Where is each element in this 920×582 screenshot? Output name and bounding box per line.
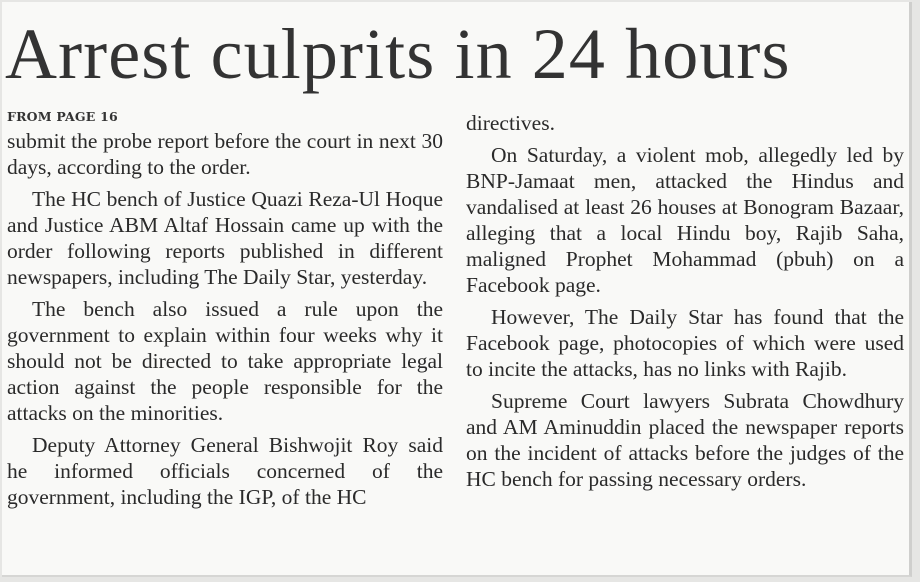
column-left — [7, 106, 443, 510]
paragraph: The bench also issued a rule upon the government to explain within four weeks why it should not be directed to take appropriate legal action against the people responsible for the attacks on the minorities. — [7, 297, 443, 425]
paragraph: Deputy Attorney General Bishwojit Roy said he informed officials concerned of the government, including the IGP, of the HC — [7, 433, 443, 509]
paragraph: submit the probe report before the court in next 30 days, according to the order. — [7, 129, 443, 179]
paragraph: On Saturday, a violent mob, allegedly led by BNP-Jamaat men, attacked the Hindus and vandalised at least 26 houses at Bonogram Bazaar, alleging that a local Hindu boy, Rajib Saha, maligned Prophet Mohammad (pbuh) on a Facebook page. — [466, 143, 904, 297]
paragraph: However, The Daily Star has found that the Facebook page, photocopies of which were used to incite the attacks, has no links with Rajib. — [466, 305, 904, 381]
paragraph: The HC bench of Justice Quazi Reza-Ul Hoque and Justice ABM Altaf Hossain came up with the order following reports published in different newspapers, including The Daily Star, yesterday. — [7, 187, 443, 289]
continuation-kicker: FROM PAGE 16 — [7, 109, 118, 124]
column-right — [466, 110, 904, 492]
headline: Arrest culprits in 24 hours — [5, 14, 791, 94]
paragraph: directives. — [466, 111, 555, 135]
newspaper-clipping — [2, 2, 912, 577]
paragraph: Supreme Court lawyers Subrata Chowdhury and AM Aminuddin placed the newspaper reports on the incident of attacks before the judges of the HC bench for passing necessary orders. — [466, 389, 904, 491]
